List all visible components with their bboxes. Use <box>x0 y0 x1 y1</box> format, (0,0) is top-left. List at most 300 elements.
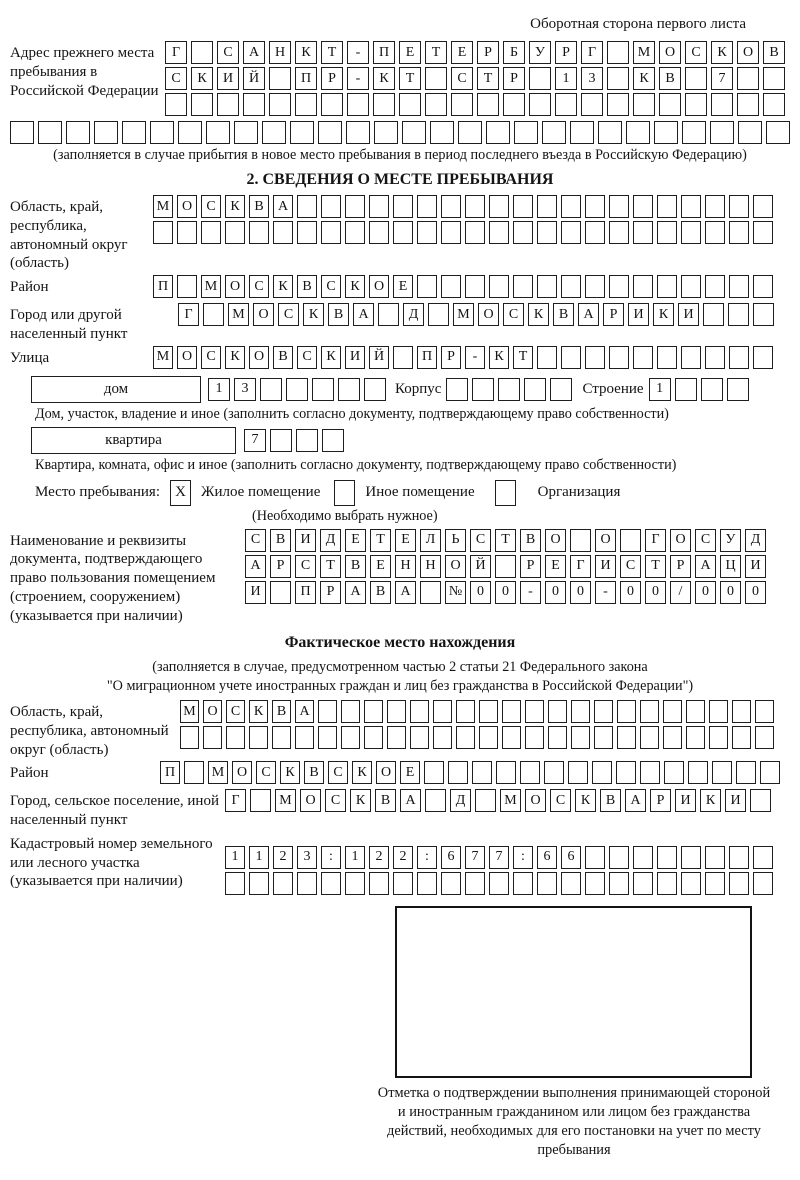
char-cell[interactable] <box>561 346 581 369</box>
char-cell[interactable]: И <box>678 303 699 326</box>
char-cell[interactable]: 2 <box>273 846 293 869</box>
char-cell[interactable]: Е <box>345 529 366 552</box>
char-cell[interactable]: Т <box>645 555 666 578</box>
char-cell[interactable] <box>180 726 199 749</box>
char-cell[interactable] <box>393 346 413 369</box>
char-cell[interactable] <box>184 761 204 784</box>
char-cell[interactable] <box>585 846 605 869</box>
char-cell[interactable]: Й <box>243 67 265 90</box>
char-cell[interactable]: Г <box>570 555 591 578</box>
char-cell[interactable]: 0 <box>620 581 641 604</box>
char-cell[interactable] <box>203 303 224 326</box>
char-cell[interactable] <box>312 378 334 401</box>
char-cell[interactable] <box>581 93 603 116</box>
char-cell[interactable]: Е <box>370 555 391 578</box>
char-cell[interactable]: О <box>249 346 269 369</box>
char-cell[interactable] <box>364 378 386 401</box>
char-cell[interactable]: О <box>376 761 396 784</box>
char-cell[interactable] <box>234 121 258 144</box>
char-cell[interactable]: 3 <box>581 67 603 90</box>
char-cell[interactable] <box>633 346 653 369</box>
char-cell[interactable] <box>249 221 269 244</box>
char-cell[interactable] <box>433 726 452 749</box>
char-cell[interactable] <box>681 221 701 244</box>
char-cell[interactable] <box>585 221 605 244</box>
char-cell[interactable]: В <box>304 761 324 784</box>
char-cell[interactable]: Р <box>477 41 499 64</box>
char-cell[interactable] <box>659 93 681 116</box>
char-cell[interactable]: Н <box>420 555 441 578</box>
char-cell[interactable]: - <box>520 581 541 604</box>
char-cell[interactable] <box>393 872 413 895</box>
char-cell[interactable] <box>465 872 485 895</box>
char-cell[interactable] <box>489 872 509 895</box>
char-cell[interactable]: О <box>369 275 389 298</box>
char-cell[interactable]: И <box>675 789 696 812</box>
char-cell[interactable] <box>729 275 749 298</box>
char-cell[interactable] <box>502 726 521 749</box>
char-cell[interactable] <box>410 726 429 749</box>
char-cell[interactable]: С <box>297 346 317 369</box>
char-cell[interactable] <box>571 726 590 749</box>
char-cell[interactable]: Р <box>555 41 577 64</box>
char-cell[interactable] <box>729 346 749 369</box>
char-cell[interactable] <box>609 221 629 244</box>
char-cell[interactable] <box>738 121 762 144</box>
char-cell[interactable] <box>585 346 605 369</box>
char-cell[interactable] <box>750 789 771 812</box>
char-cell[interactable]: В <box>600 789 621 812</box>
char-cell[interactable]: В <box>345 555 366 578</box>
char-cell[interactable]: К <box>489 346 509 369</box>
char-cell[interactable]: У <box>529 41 551 64</box>
char-cell[interactable]: 7 <box>465 846 485 869</box>
char-cell[interactable]: С <box>325 789 346 812</box>
char-cell[interactable] <box>393 221 413 244</box>
char-cell[interactable]: К <box>225 346 245 369</box>
char-cell[interactable] <box>489 195 509 218</box>
char-cell[interactable] <box>374 121 398 144</box>
char-cell[interactable]: И <box>745 555 766 578</box>
char-cell[interactable] <box>727 378 749 401</box>
char-cell[interactable] <box>663 726 682 749</box>
char-cell[interactable] <box>585 275 605 298</box>
char-cell[interactable] <box>537 872 557 895</box>
char-cell[interactable] <box>341 700 360 723</box>
char-cell[interactable]: Т <box>495 529 516 552</box>
char-cell[interactable]: П <box>295 581 316 604</box>
char-cell[interactable]: С <box>217 41 239 64</box>
char-cell[interactable]: / <box>670 581 691 604</box>
char-cell[interactable]: Р <box>670 555 691 578</box>
char-cell[interactable] <box>446 378 468 401</box>
char-cell[interactable]: В <box>659 67 681 90</box>
char-cell[interactable] <box>270 429 292 452</box>
char-cell[interactable] <box>664 761 684 784</box>
char-cell[interactable]: О <box>203 700 222 723</box>
char-cell[interactable] <box>441 275 461 298</box>
char-cell[interactable] <box>763 67 785 90</box>
char-cell[interactable]: С <box>226 700 245 723</box>
char-cell[interactable]: 1 <box>649 378 671 401</box>
char-cell[interactable]: А <box>295 700 314 723</box>
char-cell[interactable] <box>321 872 341 895</box>
char-cell[interactable]: К <box>321 346 341 369</box>
char-cell[interactable] <box>479 700 498 723</box>
char-cell[interactable] <box>585 872 605 895</box>
char-cell[interactable]: 1 <box>345 846 365 869</box>
char-cell[interactable] <box>685 67 707 90</box>
char-cell[interactable] <box>548 726 567 749</box>
char-cell[interactable]: С <box>328 761 348 784</box>
char-cell[interactable]: К <box>225 195 245 218</box>
char-cell[interactable] <box>477 93 499 116</box>
char-cell[interactable]: И <box>628 303 649 326</box>
char-cell[interactable]: С <box>503 303 524 326</box>
char-cell[interactable]: Р <box>270 555 291 578</box>
char-cell[interactable]: 2 <box>393 846 413 869</box>
char-cell[interactable] <box>496 761 516 784</box>
char-cell[interactable] <box>191 93 213 116</box>
char-cell[interactable]: В <box>249 195 269 218</box>
char-cell[interactable] <box>657 872 677 895</box>
char-cell[interactable]: - <box>347 67 369 90</box>
char-cell[interactable] <box>387 700 406 723</box>
char-cell[interactable]: Б <box>503 41 525 64</box>
char-cell[interactable] <box>273 872 293 895</box>
checkbox-organization[interactable] <box>495 480 516 506</box>
char-cell[interactable] <box>548 700 567 723</box>
char-cell[interactable] <box>489 221 509 244</box>
char-cell[interactable]: С <box>201 195 221 218</box>
char-cell[interactable]: И <box>295 529 316 552</box>
char-cell[interactable] <box>592 761 612 784</box>
char-cell[interactable]: Е <box>400 761 420 784</box>
char-cell[interactable]: К <box>352 761 372 784</box>
char-cell[interactable] <box>594 726 613 749</box>
char-cell[interactable] <box>345 221 365 244</box>
char-cell[interactable]: С <box>201 346 221 369</box>
char-cell[interactable] <box>729 846 749 869</box>
char-cell[interactable]: А <box>273 195 293 218</box>
char-cell[interactable]: Т <box>370 529 391 552</box>
char-cell[interactable]: М <box>500 789 521 812</box>
char-cell[interactable] <box>201 221 221 244</box>
char-cell[interactable] <box>150 121 174 144</box>
char-cell[interactable] <box>402 121 426 144</box>
char-cell[interactable] <box>269 67 291 90</box>
char-cell[interactable]: О <box>659 41 681 64</box>
char-cell[interactable]: Д <box>450 789 471 812</box>
char-cell[interactable]: М <box>153 195 173 218</box>
char-cell[interactable] <box>657 275 677 298</box>
char-cell[interactable] <box>525 726 544 749</box>
char-cell[interactable]: С <box>249 275 269 298</box>
char-cell[interactable] <box>364 726 383 749</box>
char-cell[interactable] <box>178 121 202 144</box>
char-cell[interactable]: : <box>321 846 341 869</box>
char-cell[interactable]: Р <box>441 346 461 369</box>
char-cell[interactable] <box>249 726 268 749</box>
char-cell[interactable]: 1 <box>555 67 577 90</box>
char-cell[interactable]: Р <box>650 789 671 812</box>
char-cell[interactable] <box>347 93 369 116</box>
char-cell[interactable] <box>766 121 790 144</box>
char-cell[interactable] <box>607 41 629 64</box>
char-cell[interactable] <box>249 872 269 895</box>
char-cell[interactable] <box>441 195 461 218</box>
char-cell[interactable]: Р <box>603 303 624 326</box>
char-cell[interactable] <box>760 761 780 784</box>
char-cell[interactable]: Й <box>470 555 491 578</box>
char-cell[interactable]: М <box>180 700 199 723</box>
char-cell[interactable] <box>729 872 749 895</box>
char-cell[interactable] <box>529 93 551 116</box>
char-cell[interactable] <box>417 872 437 895</box>
char-cell[interactable] <box>686 726 705 749</box>
char-cell[interactable] <box>607 93 629 116</box>
char-cell[interactable] <box>290 121 314 144</box>
char-cell[interactable] <box>503 93 525 116</box>
char-cell[interactable]: С <box>685 41 707 64</box>
char-cell[interactable] <box>561 195 581 218</box>
char-cell[interactable]: И <box>345 346 365 369</box>
char-cell[interactable]: П <box>153 275 173 298</box>
char-cell[interactable] <box>296 429 318 452</box>
char-cell[interactable] <box>755 726 774 749</box>
char-cell[interactable] <box>479 726 498 749</box>
char-cell[interactable] <box>681 275 701 298</box>
char-cell[interactable] <box>243 93 265 116</box>
char-cell[interactable] <box>729 221 749 244</box>
char-cell[interactable]: А <box>578 303 599 326</box>
char-cell[interactable]: - <box>465 346 485 369</box>
char-cell[interactable] <box>633 195 653 218</box>
char-cell[interactable]: 7 <box>711 67 733 90</box>
char-cell[interactable]: Г <box>178 303 199 326</box>
char-cell[interactable]: С <box>451 67 473 90</box>
char-cell[interactable] <box>657 846 677 869</box>
char-cell[interactable]: О <box>445 555 466 578</box>
char-cell[interactable] <box>410 700 429 723</box>
char-cell[interactable]: К <box>653 303 674 326</box>
char-cell[interactable] <box>369 195 389 218</box>
char-cell[interactable]: К <box>345 275 365 298</box>
char-cell[interactable]: 6 <box>561 846 581 869</box>
char-cell[interactable] <box>417 275 437 298</box>
char-cell[interactable] <box>262 121 286 144</box>
char-cell[interactable] <box>489 275 509 298</box>
char-cell[interactable]: 3 <box>234 378 256 401</box>
char-cell[interactable] <box>225 221 245 244</box>
char-cell[interactable] <box>322 429 344 452</box>
char-cell[interactable]: Т <box>399 67 421 90</box>
char-cell[interactable] <box>568 761 588 784</box>
char-cell[interactable] <box>513 275 533 298</box>
char-cell[interactable] <box>295 93 317 116</box>
char-cell[interactable] <box>729 195 749 218</box>
char-cell[interactable] <box>701 378 723 401</box>
char-cell[interactable] <box>191 41 213 64</box>
char-cell[interactable] <box>272 726 291 749</box>
char-cell[interactable] <box>753 221 773 244</box>
char-cell[interactable]: О <box>177 195 197 218</box>
char-cell[interactable]: О <box>253 303 274 326</box>
char-cell[interactable]: О <box>595 529 616 552</box>
char-cell[interactable]: М <box>633 41 655 64</box>
char-cell[interactable] <box>633 275 653 298</box>
char-cell[interactable] <box>425 93 447 116</box>
char-cell[interactable] <box>513 195 533 218</box>
char-cell[interactable] <box>122 121 146 144</box>
char-cell[interactable]: М <box>453 303 474 326</box>
char-cell[interactable] <box>441 872 461 895</box>
char-cell[interactable]: М <box>275 789 296 812</box>
char-cell[interactable]: Н <box>269 41 291 64</box>
char-cell[interactable]: П <box>373 41 395 64</box>
char-cell[interactable]: О <box>525 789 546 812</box>
char-cell[interactable]: А <box>625 789 646 812</box>
char-cell[interactable] <box>417 221 437 244</box>
char-cell[interactable] <box>321 195 341 218</box>
char-cell[interactable] <box>321 221 341 244</box>
char-cell[interactable] <box>318 700 337 723</box>
char-cell[interactable]: А <box>395 581 416 604</box>
char-cell[interactable] <box>542 121 566 144</box>
char-cell[interactable] <box>273 221 293 244</box>
char-cell[interactable]: О <box>225 275 245 298</box>
char-cell[interactable] <box>341 726 360 749</box>
char-cell[interactable] <box>609 346 629 369</box>
char-cell[interactable] <box>550 378 572 401</box>
char-cell[interactable]: К <box>273 275 293 298</box>
char-cell[interactable] <box>609 872 629 895</box>
char-cell[interactable]: К <box>191 67 213 90</box>
char-cell[interactable]: М <box>228 303 249 326</box>
char-cell[interactable] <box>681 346 701 369</box>
char-cell[interactable]: В <box>375 789 396 812</box>
char-cell[interactable]: О <box>478 303 499 326</box>
char-cell[interactable] <box>525 700 544 723</box>
char-cell[interactable] <box>177 221 197 244</box>
char-cell[interactable] <box>705 846 725 869</box>
char-cell[interactable] <box>424 761 444 784</box>
char-cell[interactable]: 0 <box>695 581 716 604</box>
char-cell[interactable] <box>378 303 399 326</box>
char-cell[interactable] <box>513 872 533 895</box>
char-cell[interactable]: К <box>280 761 300 784</box>
char-cell[interactable]: Е <box>395 529 416 552</box>
char-cell[interactable]: П <box>160 761 180 784</box>
char-cell[interactable] <box>633 93 655 116</box>
char-cell[interactable]: С <box>278 303 299 326</box>
char-cell[interactable] <box>472 761 492 784</box>
char-cell[interactable]: О <box>232 761 252 784</box>
char-cell[interactable] <box>260 378 282 401</box>
char-cell[interactable] <box>495 555 516 578</box>
char-cell[interactable]: Т <box>320 555 341 578</box>
char-cell[interactable]: С <box>245 529 266 552</box>
char-cell[interactable] <box>537 275 557 298</box>
char-cell[interactable] <box>433 700 452 723</box>
char-cell[interactable] <box>420 581 441 604</box>
char-cell[interactable]: Ь <box>445 529 466 552</box>
char-cell[interactable] <box>456 700 475 723</box>
char-cell[interactable]: А <box>400 789 421 812</box>
char-cell[interactable] <box>570 529 591 552</box>
char-cell[interactable] <box>705 872 725 895</box>
char-cell[interactable]: : <box>417 846 437 869</box>
char-cell[interactable]: 0 <box>495 581 516 604</box>
char-cell[interactable]: Й <box>369 346 389 369</box>
char-cell[interactable]: К <box>350 789 371 812</box>
char-cell[interactable] <box>561 221 581 244</box>
char-cell[interactable]: Е <box>399 41 421 64</box>
char-cell[interactable] <box>270 581 291 604</box>
char-cell[interactable] <box>640 726 659 749</box>
char-cell[interactable] <box>705 221 725 244</box>
char-cell[interactable]: 2 <box>369 846 389 869</box>
char-cell[interactable]: Д <box>320 529 341 552</box>
char-cell[interactable] <box>712 761 732 784</box>
char-cell[interactable] <box>633 872 653 895</box>
char-cell[interactable]: 0 <box>720 581 741 604</box>
char-cell[interactable]: 0 <box>470 581 491 604</box>
char-cell[interactable]: О <box>737 41 759 64</box>
char-cell[interactable]: С <box>295 555 316 578</box>
checkbox-residential-premises[interactable]: X <box>170 480 191 506</box>
char-cell[interactable] <box>373 93 395 116</box>
char-cell[interactable]: Г <box>645 529 666 552</box>
char-cell[interactable]: 6 <box>537 846 557 869</box>
char-cell[interactable] <box>226 726 245 749</box>
char-cell[interactable]: Т <box>425 41 447 64</box>
char-cell[interactable]: Г <box>581 41 603 64</box>
char-cell[interactable] <box>318 726 337 749</box>
char-cell[interactable]: В <box>272 700 291 723</box>
char-cell[interactable] <box>38 121 62 144</box>
char-cell[interactable]: 0 <box>745 581 766 604</box>
char-cell[interactable] <box>705 346 725 369</box>
char-cell[interactable]: 0 <box>645 581 666 604</box>
char-cell[interactable]: К <box>373 67 395 90</box>
char-cell[interactable] <box>617 700 636 723</box>
char-cell[interactable] <box>430 121 454 144</box>
char-cell[interactable] <box>451 93 473 116</box>
char-cell[interactable]: С <box>620 555 641 578</box>
char-cell[interactable] <box>250 789 271 812</box>
char-cell[interactable] <box>393 195 413 218</box>
char-cell[interactable] <box>753 346 773 369</box>
char-cell[interactable]: П <box>417 346 437 369</box>
char-cell[interactable] <box>537 346 557 369</box>
char-cell[interactable] <box>753 846 773 869</box>
char-cell[interactable] <box>626 121 650 144</box>
char-cell[interactable] <box>465 275 485 298</box>
char-cell[interactable] <box>297 221 317 244</box>
char-cell[interactable] <box>709 726 728 749</box>
char-cell[interactable] <box>165 93 187 116</box>
char-cell[interactable] <box>607 67 629 90</box>
char-cell[interactable]: Е <box>393 275 413 298</box>
char-cell[interactable] <box>448 761 468 784</box>
char-cell[interactable]: И <box>595 555 616 578</box>
char-cell[interactable]: Г <box>165 41 187 64</box>
char-cell[interactable]: У <box>720 529 741 552</box>
char-cell[interactable] <box>269 93 291 116</box>
char-cell[interactable]: : <box>513 846 533 869</box>
char-cell[interactable] <box>225 872 245 895</box>
